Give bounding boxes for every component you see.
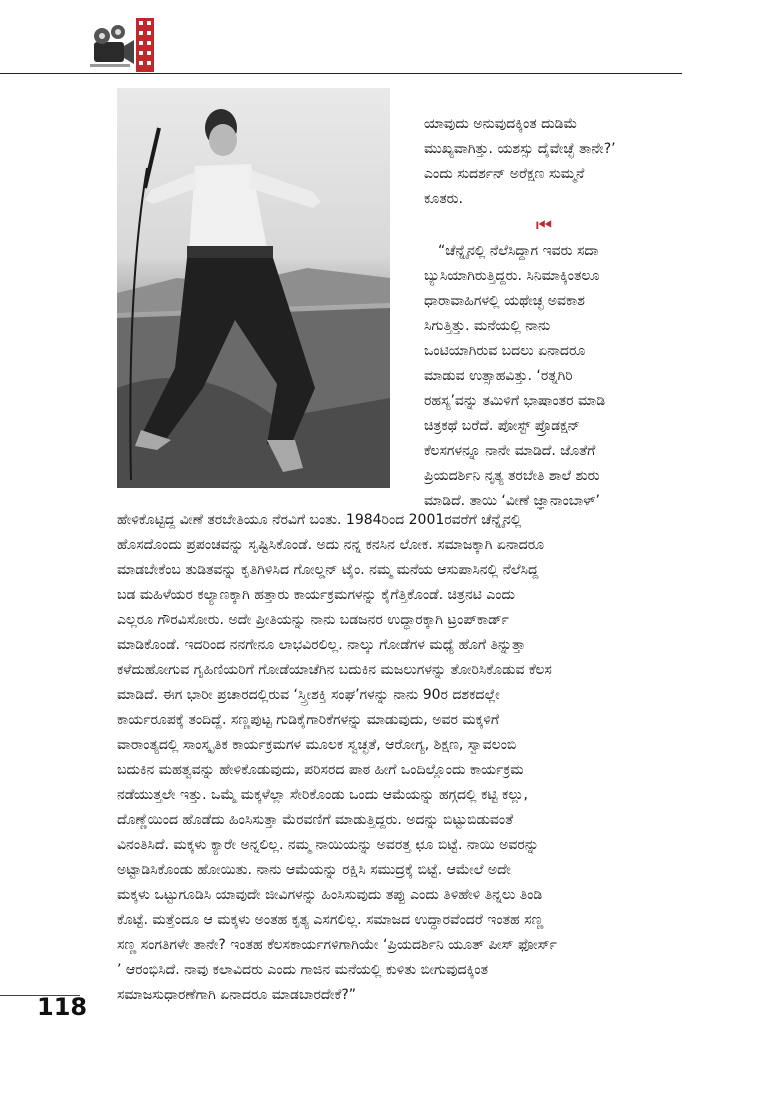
text-line: ರಹಸ್ಯ’ವನ್ನು ತಮಿಳಿಗೆ ಭಾಷಾಂತರ ಮಾಡಿ (424, 393, 606, 409)
text-line: ಅಟ್ಟಾಡಿಸಿಕೊಂಡು ಹೋಯಿತು. ನಾನು ಆಮೆಯನ್ನು ರಕ್ಷಿಸಿ ಸಮುದ್ರಕ್ಕೆ ಬಿಟ್ಟೆ. ಆಮೇಲೆ ಅದೇ (117, 862, 511, 878)
text-line: ಹೊಸದೊಂದು ಪ್ರಪಂಚವನ್ನು ಸೃಷ್ಟಿಸಿಕೊಂಡೆ. ಅದು ನನ್ನ ಕನಸಿನ ಲೋಕ. ಸಮಾಜಕ್ಕಾಗಿ ಏನಾದರೂ (117, 537, 545, 553)
actor-with-whip-photo (117, 88, 390, 488)
text-line: ಕೂತರು. (424, 191, 463, 207)
text-line: ಬಡ ಮಹಿಳೆಯರ ಕಲ್ಯಾಣಕ್ಕಾಗಿ ಹತ್ತಾರು ಕಾರ್ಯಕ್ರಮಗಳನ್ನು ಕೈಗೆತ್ತಿಕೊಂಡೆ. ಚಿತ್ರನಟಿ ಎಂದು (117, 587, 516, 603)
text-line: ಮಾಡಿದೆ. ಈಗ ಭಾರೀ ಪ್ರಚಾರದಲ್ಲಿರುವ ‘ಸ್ತ್ರೀಶಕ್ತಿ ಸಂಘ’ಗಳನ್ನು ನಾನು 90ರ ದಶಕದಲ್ಲೇ (117, 687, 500, 703)
text-line: ಸಮಾಜಸುಧಾರಣೆಗಾಗಿ ಏನಾದರೂ ಮಾಡಬಾರದೇಕೆ?” (117, 987, 357, 1003)
text-line: ಕಾರ್ಯರೂಪಕ್ಕೆ ತಂದಿದ್ದೆ. ಸಣ್ಣಪುಟ್ಟ ಗುಡಿಕೈಗಾರಿಕೆಗಳನ್ನು ಮಾಡುವುದು, ಅವರ ಮಕ್ಕಳಿಗೆ (117, 712, 500, 728)
text-line: ಸಿಗುತ್ತಿತ್ತು. ಮನೆಯಲ್ಲಿ ನಾನು (424, 318, 551, 334)
text-line: ಮಾಡಬೇಕೆಂಬ ತುಡಿತವನ್ನು ಕೃತಿಗಿಳಿಸಿದ ಗೋಲ್ಡನ್ ಟೈಂ. ನಮ್ಮ ಮನೆಯ ಆಸುಪಾಸಿನಲ್ಲಿ ನೆಲೆಸಿದ್ದ (117, 562, 539, 578)
text-line: ಧಾರಾವಾಹಿಗಳಲ್ಲಿ ಯಥೇಚ್ಛ ಅವಕಾಶ (424, 293, 585, 309)
full-width-text (117, 508, 667, 1008)
text-line: ಪ್ರಿಯದರ್ಶಿನಿ ನೃತ್ಯ ತರಬೇತಿ ಶಾಲೆ ಶುರು (424, 468, 600, 484)
text-line: ಮಾಡುವ ಉತ್ಸಾಹವಿತ್ತು. ‘ರತ್ನಗಿರಿ (424, 368, 573, 384)
text-line: ಬದುಕಿನ ಮಹತ್ವವನ್ನು ಹೇಳಿಕೊಡುವುದು, ಪರಿಸರದ ಪಾಠ ಹೀಗೆ ಒಂದಿಲ್ಲೊಂದು ಕಾರ್ಯಕ್ರಮ (117, 762, 524, 778)
text-line: ಚಿತ್ರಕಥೆ ಬರೆದೆ. ಪೋಸ್ಟ್ ಪ್ರೊಡಕ್ಷನ್ (424, 418, 580, 434)
text-line: ಕೊಟ್ಟೆ. ಮತ್ತೆಂದೂ ಆ ಮಕ್ಕಳು ಅಂತಹ ಕೃತ್ಯ ಎಸಗಲಿಲ್ಲ. ಸಮಾಜದ ಉದ್ಧಾರವೆಂದರೆ ಇಂತಹ ಸಣ್ಣ (117, 912, 544, 928)
film-reel-camera-icon (86, 18, 156, 72)
text-line: ಮುಖ್ಯವಾಗಿತ್ತು. ಯಶಸ್ಸು ದೈವೇಚ್ಛೆ ತಾನೇ?’ (424, 141, 616, 157)
text-line: ಬ್ಯುಸಿಯಾಗಿರುತ್ತಿದ್ದರು. ಸಿನಿಮಾಕ್ಕಿಂತಲೂ (424, 268, 600, 284)
page-number: 118 (37, 993, 88, 1021)
text-line: ಮಾಡಿದೆ. ತಾಯಿ ‘ವೀಣೆ ಜ್ಞಾನಾಂಬಾಳ್’ (424, 493, 600, 509)
text-line: ಹೇಳಿಕೊಟ್ಟಿದ್ದ ವೀಣೆ ತರಬೇತಿಯೂ ನೆರವಿಗೆ ಬಂತು. 1984ರಿಂದ 2001ರವರೆಗೆ ಚೆನ್ನೈನಲ್ಲಿ (117, 512, 522, 528)
text-line: ಒಂಟಿಯಾಗಿರುವ ಬದಲು ಏನಾದರೂ (424, 343, 586, 359)
text-line: ಎಲ್ಲರೂ ಗೌರವಿಸೋರು. ಅದೇ ಪ್ರೀತಿಯನ್ನು ನಾನು ಬಡಜನರ ಉದ್ಧಾರಕ್ಕಾಗಿ ಟ್ರಂಪ್‌ಕಾರ್ಡ್ (117, 612, 509, 628)
text-line: ದೊಣ್ಣೆಯಿಂದ ಹೊಡೆದು ಹಿಂಸಿಸುತ್ತಾ ಮೆರವಣಿಗೆ ಮಾಡುತ್ತಿದ್ದರು. ಅದನ್ನು ಬಿಟ್ಟುಬಿಡುವಂತೆ (117, 812, 514, 828)
text-line: ಮಾಡಿಕೊಂಡೆ. ಇದರಿಂದ ನನಗೇನೂ ಲಾಭವಿರಲಿಲ್ಲ. ನಾಲ್ಕು ಗೋಡೆಗಳ ಮಧ್ಯೆ ಹೊಗೆ ತಿನ್ನುತ್ತಾ (117, 637, 526, 653)
text-line: ’ ಆರಂಭಿಸಿದೆ. ನಾವು ಕಲಾವಿದರು ಎಂದು ಗಾಜಿನ ಮನೆಯಲ್ಲಿ ಕುಳಿತು ಬೀಗುವುದಕ್ಕಿಂತ (117, 962, 489, 978)
text-line: ಯಾವುದು ಅನುವುದಕ್ಕಿಂತ ದುಡಿಮೆ (424, 116, 578, 132)
rewind-icon: ⏮ (535, 215, 553, 236)
header-rule (0, 73, 682, 74)
text-line: ಕಳೆದುಹೋಗುವ ಗೃಹಿಣಿಯರಿಗೆ ಗೋಡೆಯಾಚೆಗಿನ ಬದುಕಿನ ಮಜಲುಗಳನ್ನು ತೋರಿಸಿಕೊಡುವ ಕೆಲಸ (117, 662, 552, 678)
text-line: ಕೆಲಸಗಳನ್ನೂ ನಾನೇ ಮಾಡಿದೆ. ಜೊತೆಗೆ (424, 443, 596, 459)
text-line: ವಾರಾಂತ್ಯದಲ್ಲಿ ಸಾಂಸ್ಕೃತಿಕ ಕಾರ್ಯಕ್ರಮಗಳ ಮೂಲಕ ಸ್ವಚ್ಛತೆ, ಆರೋಗ್ಯ, ಶಿಕ್ಷಣ, ಸ್ವಾವಲಂಬಿ (117, 737, 517, 753)
text-line: “ಚೆನ್ನೈನಲ್ಲಿ ನೆಲೆಸಿದ್ದಾಗ ಇವರು ಸದಾ (438, 243, 599, 259)
text-line: ಸಣ್ಣ ಸಂಗತಿಗಳೇ ತಾನೇ? ಇಂತಹ ಕೆಲಸಕಾರ್ಯಗಳಿಗಾಗಿಯೇ ‘ಪ್ರಿಯದರ್ಶಿನಿ ಯೂತ್ ಪೀಸ್ ಫೋರ್ಸ್ (117, 937, 557, 953)
text-line: ಎಂದು ಸುದರ್ಶನ್ ಅರೆಕ್ಷಣ ಸುಮ್ಮನೆ (424, 166, 585, 182)
text-line: ವಿನಂತಿಸಿದೆ. ಮಕ್ಕಳು ಕ್ಯಾರೇ ಅನ್ನಲಿಲ್ಲ. ನಮ್ಮ ನಾಯಿಯನ್ನು ಅವರತ್ತ ಛೂ ಬಿಟ್ಟೆ. ನಾಯಿ ಅವರನ್ನು (117, 837, 539, 853)
text-line: ಮಕ್ಕಳು ಒಟ್ಟುಗೂಡಿಸಿ ಯಾವುದೇ ಜೀವಿಗಳನ್ನು ಹಿಂಸಿಸುವುದು ತಪ್ಪು ಎಂದು ತಿಳಿಹೇಳಿ ತಿನ್ನಲು ತಿಂಡಿ (117, 887, 543, 903)
text-line: ನಡೆಯುತ್ತಲೇ ಇತ್ತು. ಒಮ್ಮೆ ಮಕ್ಕಳೆಲ್ಲಾ ಸೇರಿಕೊಂಡು ಒಂದು ಆಮೆಯನ್ನು ಹಗ್ಗದಲ್ಲಿ ಕಟ್ಟಿ ಕಲ್ಲು, (117, 787, 528, 803)
right-column-text (424, 112, 664, 514)
